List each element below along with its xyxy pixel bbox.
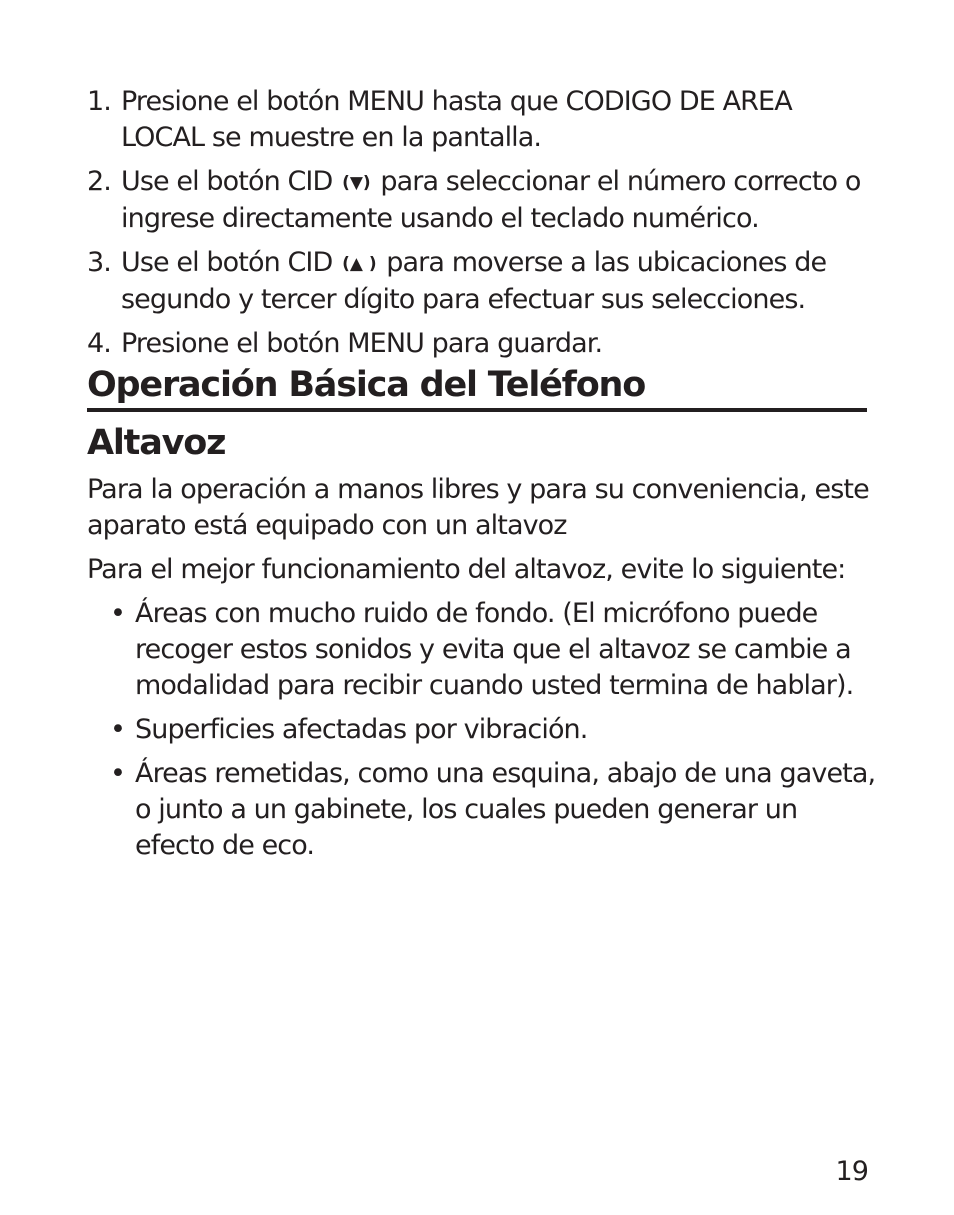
list-item-text: Áreas con mucho ruido de fondo. (El micrófono puede recoger estos sonidos y evita que el altavoz se cambie a modalidad para recibir cuando usted termina de hablar).	[135, 598, 854, 701]
list-item	[87, 596, 877, 704]
step-number: 3.	[87, 247, 111, 278]
step-text: Presione el botón MENU para guardar.	[121, 328, 603, 359]
step-item	[87, 326, 877, 362]
avoid-list	[87, 596, 877, 872]
section-title: Operación Básica del Teléfono	[87, 362, 867, 412]
list-item-text: Áreas remetidas, como una esquina, abajo de una gaveta, o junto a un gabinete, los cuales pueden generar un efecto de eco.	[135, 758, 876, 861]
step-text-after: para seleccionar el número correcto o ingrese directamente usando el teclado numérico.	[121, 166, 861, 234]
bullet-icon: •	[110, 714, 126, 745]
bullet-icon: •	[110, 758, 126, 789]
step-number: 4.	[87, 328, 111, 359]
instruction-steps	[87, 84, 877, 370]
intro-paragraph: Para la operación a manos libres y para su conveniencia, este aparato está equipado con un altavoz	[87, 474, 869, 541]
list-item	[87, 756, 877, 864]
step-number: 2.	[87, 166, 111, 197]
step-item	[87, 84, 877, 156]
up-arrow-icon: (▲ )	[342, 254, 377, 274]
bullet-icon: •	[110, 598, 126, 629]
step-item	[87, 164, 877, 237]
step-number: 1.	[87, 86, 111, 117]
advice-paragraph: Para el mejor funcionamiento del altavoz, evite lo siguiente:	[87, 554, 846, 585]
step-text: Presione el botón MENU hasta que CODIGO DE AREA LOCAL se muestre en la pantalla.	[121, 86, 792, 153]
down-arrow-icon: (▼)	[342, 173, 371, 193]
page-number: 19	[835, 1156, 868, 1187]
subsection-title: Altavoz	[87, 423, 226, 463]
list-item-text: Superficies afectadas por vibración.	[135, 714, 588, 745]
step-text-before: Use el botón CID	[121, 247, 341, 278]
step-item	[87, 245, 877, 318]
step-text-before: Use el botón CID	[121, 166, 341, 197]
list-item	[87, 712, 877, 748]
step-text-after: para moverse a las ubicaciones de segundo y tercer dígito para efectuar sus selecciones.	[121, 247, 827, 315]
